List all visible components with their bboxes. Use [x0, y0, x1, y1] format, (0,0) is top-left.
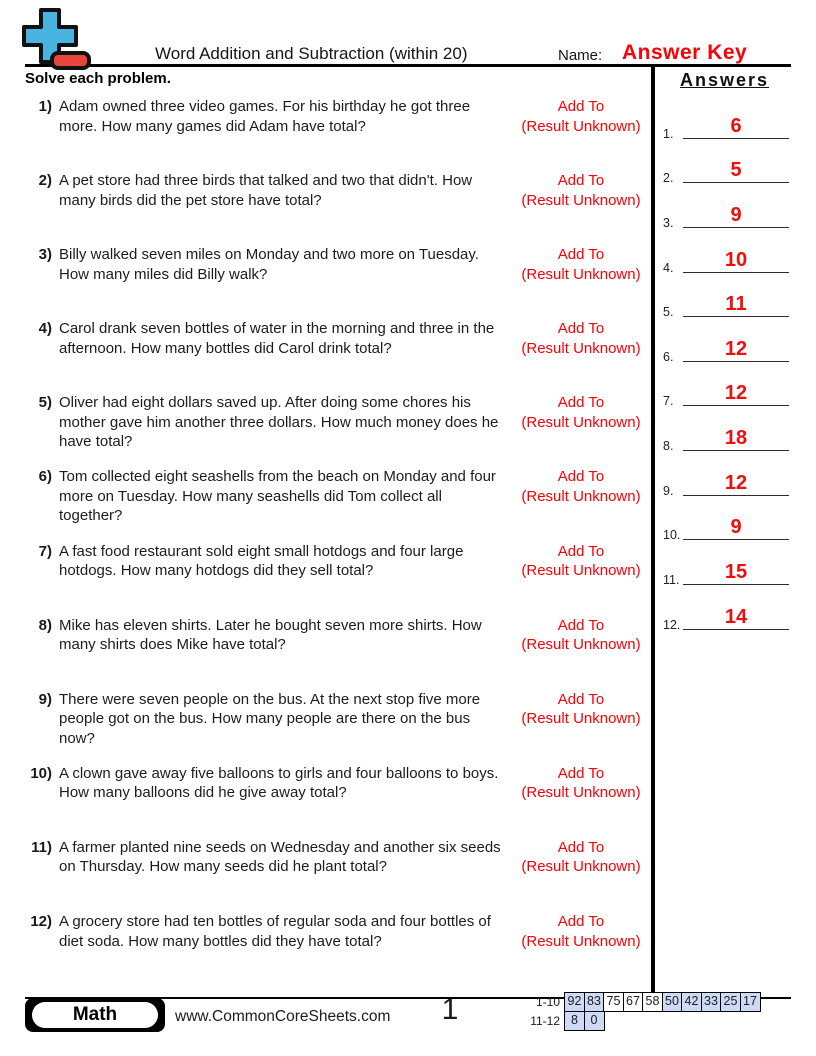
answer-number-label: 8. [663, 439, 674, 454]
answer-number-label: 10. [663, 528, 681, 543]
worksheet-title: Word Addition and Subtraction (within 20) [155, 44, 468, 63]
problem-row [25, 542, 653, 616]
problem-type-line2: (Result Unknown) [521, 413, 641, 431]
answer-item [655, 188, 791, 233]
problem-type-line1: Add To [557, 468, 605, 486]
problem-number: 11) [31, 838, 52, 856]
problem-type-line2: (Result Unknown) [521, 339, 641, 357]
grading-cell: 67 [623, 992, 644, 1012]
problem-row [25, 245, 653, 319]
problem-type-label [509, 616, 653, 655]
problem-row [25, 467, 653, 541]
problem-row [25, 690, 653, 764]
answer-number-label: 5. [663, 305, 674, 320]
answer-value: 6 [730, 114, 742, 137]
answer-item [655, 411, 791, 456]
answer-value: 12 [724, 382, 748, 405]
grading-row-cells [564, 992, 761, 1012]
answer-blank-line [683, 539, 789, 540]
answer-blank-line [683, 227, 789, 228]
answer-number-label: 3. [663, 215, 674, 230]
answer-number-label: 6. [663, 349, 674, 364]
problems-list [25, 97, 653, 986]
answer-number-label: 9. [663, 483, 674, 498]
problem-number: 4) [38, 320, 52, 338]
name-label: Name: [558, 47, 603, 64]
problem-type-line1: Add To [557, 394, 605, 412]
problem-text: A clown gave away five balloons to girls and four balloons to boys. How many balloons did he give away total? [59, 764, 499, 802]
website-url: www.CommonCoreSheets.com [175, 1008, 391, 1025]
grading-row-cells [564, 1011, 605, 1031]
problem-row [25, 171, 653, 245]
grading-cell: 75 [603, 992, 624, 1012]
problem-number: 5) [38, 394, 52, 412]
answer-value: 12 [724, 337, 748, 360]
answer-number-label: 12. [663, 617, 681, 632]
answer-item [655, 322, 791, 367]
answer-value: 11 [725, 293, 747, 316]
problem-text: Billy walked seven miles on Monday and two more on Tuesday. How many miles did Billy walk? [59, 246, 479, 283]
problem-type-line2: (Result Unknown) [521, 265, 641, 283]
answer-value: 12 [724, 471, 748, 494]
problem-row [25, 616, 653, 690]
answer-value: 18 [724, 427, 748, 450]
problem-type-line2: (Result Unknown) [521, 117, 641, 135]
problem-type-line2: (Result Unknown) [521, 562, 641, 580]
problem-type-label [509, 319, 653, 358]
problem-number: 7) [38, 542, 52, 560]
problem-type-line2: (Result Unknown) [521, 710, 641, 728]
answer-value: 9 [730, 203, 742, 226]
problem-type-label [509, 542, 653, 581]
instruction-text: Solve each problem. [25, 70, 171, 87]
problem-number: 3) [38, 246, 52, 264]
answer-value: 9 [730, 516, 742, 539]
problem-text: There were seven people on the bus. At the next stop five more people got on the bus. How many people are there on the bus now? [59, 690, 481, 747]
answer-item [655, 278, 791, 323]
problem-type-line2: (Result Unknown) [521, 487, 641, 505]
answer-blank-line [683, 584, 789, 585]
problem-type-line1: Add To [557, 913, 605, 931]
problem-type-label [509, 171, 653, 210]
plus-minus-logo-icon [16, 5, 94, 73]
problem-row [25, 97, 653, 171]
problem-type-line1: Add To [557, 838, 605, 856]
problem-text: Oliver had eight dollars saved up. After doing some chores his mother gave him another three dollars. How much money does he have total? [59, 394, 499, 451]
problem-type-line2: (Result Unknown) [521, 191, 641, 209]
answer-blank-line [683, 138, 789, 139]
answer-value: 15 [724, 561, 748, 584]
grading-row-label: 1-10 [535, 995, 560, 1009]
problem-type-line1: Add To [557, 246, 605, 264]
problem-number: 8) [38, 616, 52, 634]
answer-blank-line [683, 629, 789, 630]
answer-item [655, 545, 791, 590]
problem-text: Carol drank seven bottles of water in the morning and three in the afternoon. How many bottles did Carol drink total? [59, 320, 495, 357]
problem-number: 2) [38, 172, 52, 190]
problem-type-line1: Add To [557, 690, 605, 708]
answer-item [655, 144, 791, 189]
problem-text: A farmer planted nine seeds on Wednesday and another six seeds on Thursday. How many seeds did he plant total? [59, 838, 501, 876]
grading-cell: 0 [584, 1011, 605, 1031]
grading-table-row [528, 992, 761, 1012]
problem-type-line1: Add To [557, 542, 605, 560]
grading-cell: 8 [564, 1011, 585, 1031]
grading-table [528, 992, 761, 1031]
answer-blank-line [683, 361, 789, 362]
grading-cell: 50 [662, 992, 683, 1012]
problem-number: 12) [30, 913, 52, 931]
grading-table-row [528, 1011, 761, 1031]
answer-number-label: 7. [663, 394, 674, 409]
problem-type-line2: (Result Unknown) [521, 784, 641, 802]
header-divider-line [25, 64, 791, 67]
answer-item [655, 367, 791, 412]
answer-number-label: 4. [663, 260, 674, 275]
grading-cell: 42 [681, 992, 702, 1012]
answer-number-label: 2. [663, 171, 674, 186]
problem-number: 6) [38, 468, 52, 486]
answer-item [655, 456, 791, 501]
problem-type-label [509, 764, 653, 803]
problem-type-label [509, 690, 653, 729]
page-number: 1 [441, 993, 459, 1026]
answer-blank-line [683, 272, 789, 273]
grading-cell: 25 [720, 992, 741, 1012]
answer-value: 14 [724, 605, 748, 628]
problem-type-label [509, 97, 653, 136]
problem-text: Adam owned three video games. For his birthday he got three more. How many games did Adam have total? [59, 98, 471, 135]
problem-type-label [509, 838, 653, 877]
problem-type-label [509, 393, 653, 432]
problem-type-line1: Add To [557, 320, 605, 338]
grading-cell: 92 [564, 992, 585, 1012]
grading-row-label: 11-12 [530, 1013, 560, 1028]
problem-type-label [509, 245, 653, 284]
problem-row [25, 764, 653, 838]
subject-badge-label: Math [32, 1002, 158, 1028]
problem-row [25, 838, 653, 912]
answer-item [655, 99, 791, 144]
answer-blank-line [683, 450, 789, 451]
problem-row [25, 393, 653, 467]
problem-text: A fast food restaurant sold eight small hotdogs and four large hotdogs. How many hotdogs did they sell total? [59, 542, 464, 580]
problem-type-line2: (Result Unknown) [521, 932, 641, 950]
answer-number-label: 11. [663, 573, 680, 588]
problem-type-line2: (Result Unknown) [521, 858, 641, 876]
grading-cell: 33 [701, 992, 722, 1012]
problem-number: 9) [38, 690, 52, 708]
problem-type-label [509, 467, 653, 506]
answer-item [655, 590, 791, 635]
subject-badge [25, 998, 165, 1032]
grading-cell: 83 [584, 992, 605, 1012]
problem-number: 1) [38, 98, 52, 115]
grading-cell: 17 [740, 992, 761, 1012]
answer-blank-line [683, 316, 789, 317]
answer-item [655, 501, 791, 546]
answers-list [655, 99, 791, 635]
problem-text: A grocery store had ten bottles of regular soda and four bottles of diet soda. How many bottles did they have total? [59, 913, 491, 950]
answer-blank-line [683, 182, 789, 183]
answer-blank-line [683, 495, 789, 496]
problem-type-line1: Add To [557, 172, 605, 190]
answer-value: 10 [724, 248, 748, 271]
problem-text: Mike has eleven shirts. Later he bought seven more shirts. How many shirts does Mike have total? [59, 616, 482, 654]
answer-value: 5 [730, 159, 742, 182]
answer-item [655, 233, 791, 278]
answers-heading: Answers [679, 70, 770, 90]
answer-key-text: Answer Key [622, 41, 748, 64]
problem-row [25, 319, 653, 393]
answer-blank-line [683, 405, 789, 406]
grading-cell: 58 [642, 992, 663, 1012]
problem-type-label [509, 912, 653, 951]
problem-text: A pet store had three birds that talked and two that didn't. How many birds did the pet store have total? [59, 172, 473, 209]
problem-type-line1: Add To [557, 98, 605, 115]
problem-number: 10) [30, 764, 52, 782]
problem-type-line2: (Result Unknown) [521, 636, 641, 654]
problem-text: Tom collected eight seashells from the beach on Monday and four more on Tuesday. How many seashells did Tom collect all together? [59, 468, 496, 525]
problem-type-line1: Add To [557, 764, 605, 782]
answer-number-label: 1. [663, 126, 674, 141]
problem-row [25, 912, 653, 986]
problem-type-line1: Add To [557, 616, 605, 634]
